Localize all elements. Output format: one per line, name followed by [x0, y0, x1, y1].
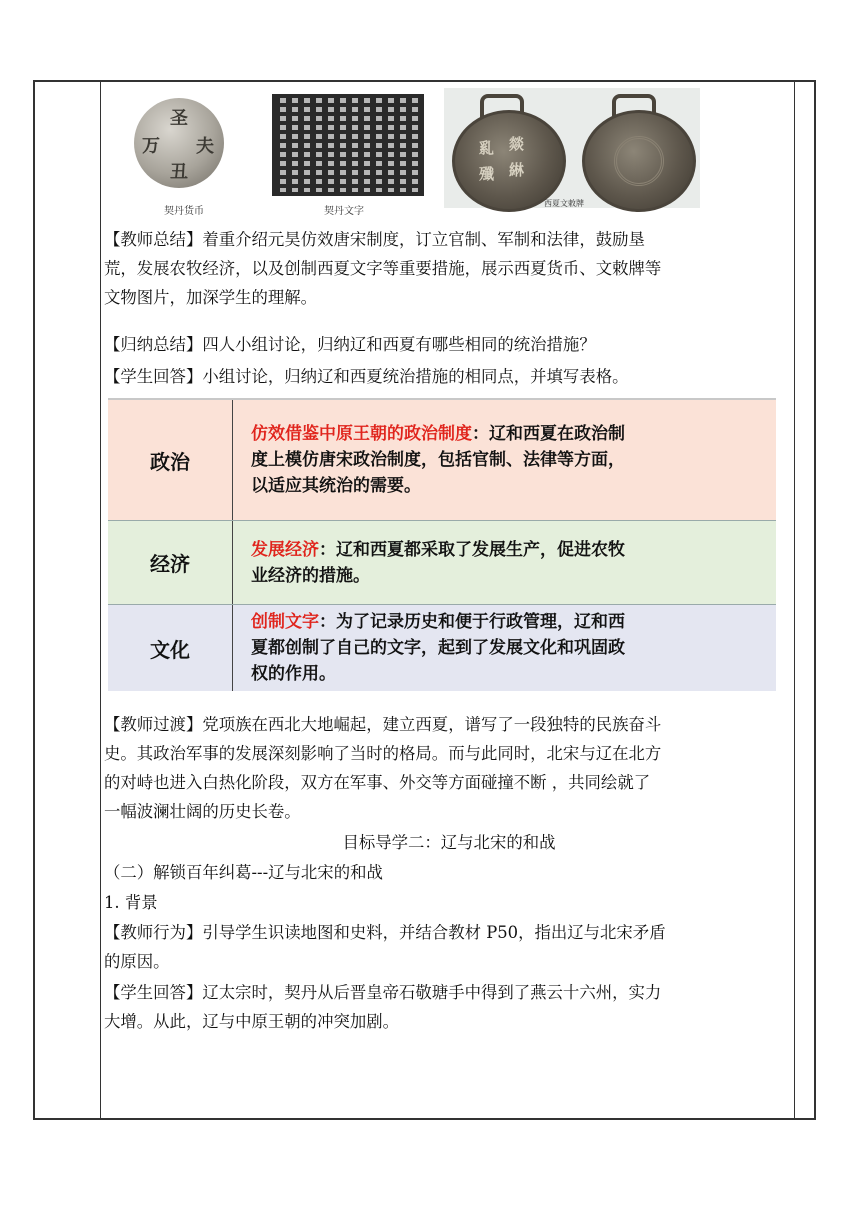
comparison-table	[108, 398, 776, 691]
text-line: 【归纳总结】四人小组讨论，归纳辽和西夏有哪些相同的统治措施？	[104, 335, 596, 354]
student-answer-paragraph	[104, 362, 794, 391]
text-line: 【教师总结】着重介绍元昊仿效唐宋制度，订立官制、军制和法律，鼓励垦	[104, 230, 645, 249]
plaque-front-icon	[452, 110, 566, 212]
text-line: 【教师行为】引导学生识读地图和史料，并结合教材 P50，指出辽与北宋矛盾	[104, 923, 666, 942]
section-title: （二）解锁百年纠葛---辽与北宋的和战	[104, 863, 383, 882]
plaque-back-icon	[582, 110, 696, 212]
table-row-culture	[108, 605, 776, 692]
coin-caption: 契丹货币	[164, 206, 204, 217]
row-key: 经济	[108, 521, 233, 605]
student-answer-2-paragraph	[104, 978, 794, 1036]
plaque-glyph-2: 燚	[509, 135, 525, 153]
coin-glyph-top: 圣	[170, 108, 188, 129]
plaque-glyph-4: 綝	[509, 161, 525, 179]
plaques-caption: 西夏文敕牌	[544, 199, 584, 208]
induction-paragraph	[104, 330, 794, 359]
row-key: 文化	[108, 605, 233, 692]
row-key: 政治	[108, 399, 233, 521]
text-line: 【学生回答】小组讨论，归纳辽和西夏统治措施的相同点，并填写表格。	[104, 367, 629, 386]
row-highlight: 仿效借鉴中原王朝的政治制度	[251, 424, 472, 444]
table-row-politics	[108, 399, 776, 521]
table-column-divider-left	[100, 80, 101, 1120]
text-line: 荒，发展农牧经济，以及创制西夏文字等重要措施，展示西夏货币、文敕牌等	[104, 259, 662, 278]
teacher-transition-paragraph	[104, 710, 794, 826]
text-line: 【教师过渡】党项族在西北大地崛起，建立西夏，谱写了一段独特的民族奋斗	[104, 715, 662, 734]
row-highlight: 发展经济	[251, 539, 319, 560]
row-value: 创制文字：为了记录历史和便于行政管理，辽和西 夏都创制了自己的文字，起到了发展文化和巩固政 权的作用。	[233, 605, 777, 692]
plaque-glyph-1: 乿	[479, 139, 495, 157]
text-line: 史。其政治军事的发展深刻影响了当时的格局。而与此同时，北宋与辽在北方	[104, 744, 662, 763]
objective-heading: 目标导学二：辽与北宋的和战	[342, 833, 556, 852]
xixia-plaques-image	[444, 88, 700, 208]
table-row-economy	[108, 521, 776, 605]
row-highlight: 创制文字	[251, 612, 319, 632]
text-line: 大增。从此，辽与中原王朝的冲突加剧。	[104, 1012, 400, 1031]
table-column-divider-right	[794, 80, 795, 1120]
row-value: 发展经济：辽和西夏都采取了发展生产，促进农牧 业经济的措施。	[233, 521, 777, 605]
coin-icon	[134, 98, 224, 188]
coin-glyph-left: 万	[142, 136, 160, 157]
background-title: 1. 背景	[104, 893, 158, 912]
teacher-summary-paragraph	[104, 225, 794, 312]
khitan-coin-image	[130, 98, 230, 218]
script-caption: 契丹文字	[324, 206, 364, 217]
text-line: 一幅波澜壮阔的历史长卷。	[104, 802, 301, 821]
text-line: 【学生回答】辽太宗时，契丹从后晋皇帝石敬瑭手中得到了燕云十六州，实力	[104, 983, 662, 1002]
text-line: 文物图片，加深学生的理解。	[104, 288, 318, 307]
khitan-script-rubbing-image	[272, 94, 424, 196]
text-line: 的原因。	[104, 952, 170, 971]
coin-glyph-bottom: 丑	[170, 162, 188, 183]
plaque-glyph-3: 殲	[479, 165, 495, 183]
text-line: 的对峙也进入白热化阶段，双方在军事、外交等方面碰撞不断 ，共同绘就了	[104, 773, 651, 792]
row-value: 仿效借鉴中原王朝的政治制度：辽和西夏在政治制 度上模仿唐宋政治制度，包括官制、法律等方面， 以适应其统治的需要。	[233, 399, 777, 521]
coin-glyph-right: 夫	[196, 136, 214, 157]
teacher-action-paragraph	[104, 918, 794, 976]
artifact-image-row	[104, 88, 794, 218]
